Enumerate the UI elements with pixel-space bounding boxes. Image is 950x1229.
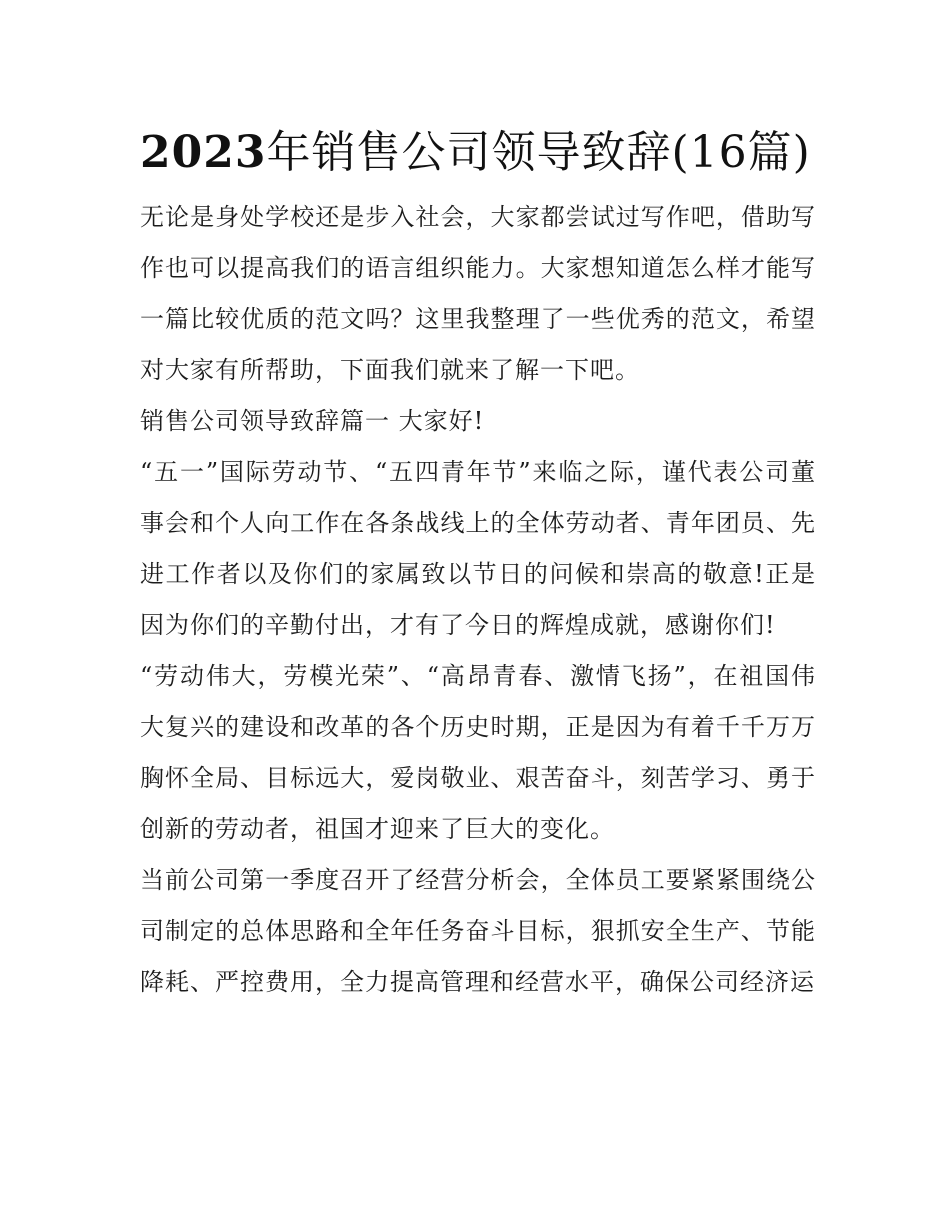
document-title: 2023年销售公司领导致辞(16篇) bbox=[140, 127, 811, 178]
holiday-greeting-paragraph: “五一”国际劳动节、“五四青年节”来临之际，谨代表公司董事会和个人向工作在各条战线上的全体劳动者、青年团员、先进工作者以及你们的家属致以节日的问候和崇高的敬意!正是因为你们的辛勤付出，才有了今日的辉煌成就，感谢你们! bbox=[140, 458, 816, 639]
document-body bbox=[140, 118, 816, 1008]
title-year: 2023 bbox=[140, 127, 267, 178]
company-goals-paragraph: 当前公司第一季度召开了经营分析会，全体员工要紧紧围绕公司制定的总体思路和全年任务奋斗目标，狠抓安全生产、节能降耗、严控费用，全力提高管理和经营水平，确保公司经济运 bbox=[140, 866, 816, 996]
section-heading-paragraph: 销售公司领导致辞篇一 大家好! bbox=[140, 407, 485, 435]
intro-paragraph: 无论是身处学校还是步入社会，大家都尝试过写作吧，借助写作也可以提高我们的语言组织能力。大家想知道怎么样才能写一篇比较优质的范文吗？这里我整理了一些优秀的范文，希望对大家有所帮助，下面我们就来了解一下吧。 bbox=[140, 203, 816, 384]
labor-praise-paragraph: “劳动伟大，劳模光荣”、“高昂青春、激情飞扬”，在祖国伟大复兴的建设和改革的各个历史时期，正是因为有着千千万万胸怀全局、目标远大，爱岗敬业、艰苦奋斗，刻苦学习、勇于创新的劳动者，祖国才迎来了巨大的变化。 bbox=[140, 662, 816, 843]
